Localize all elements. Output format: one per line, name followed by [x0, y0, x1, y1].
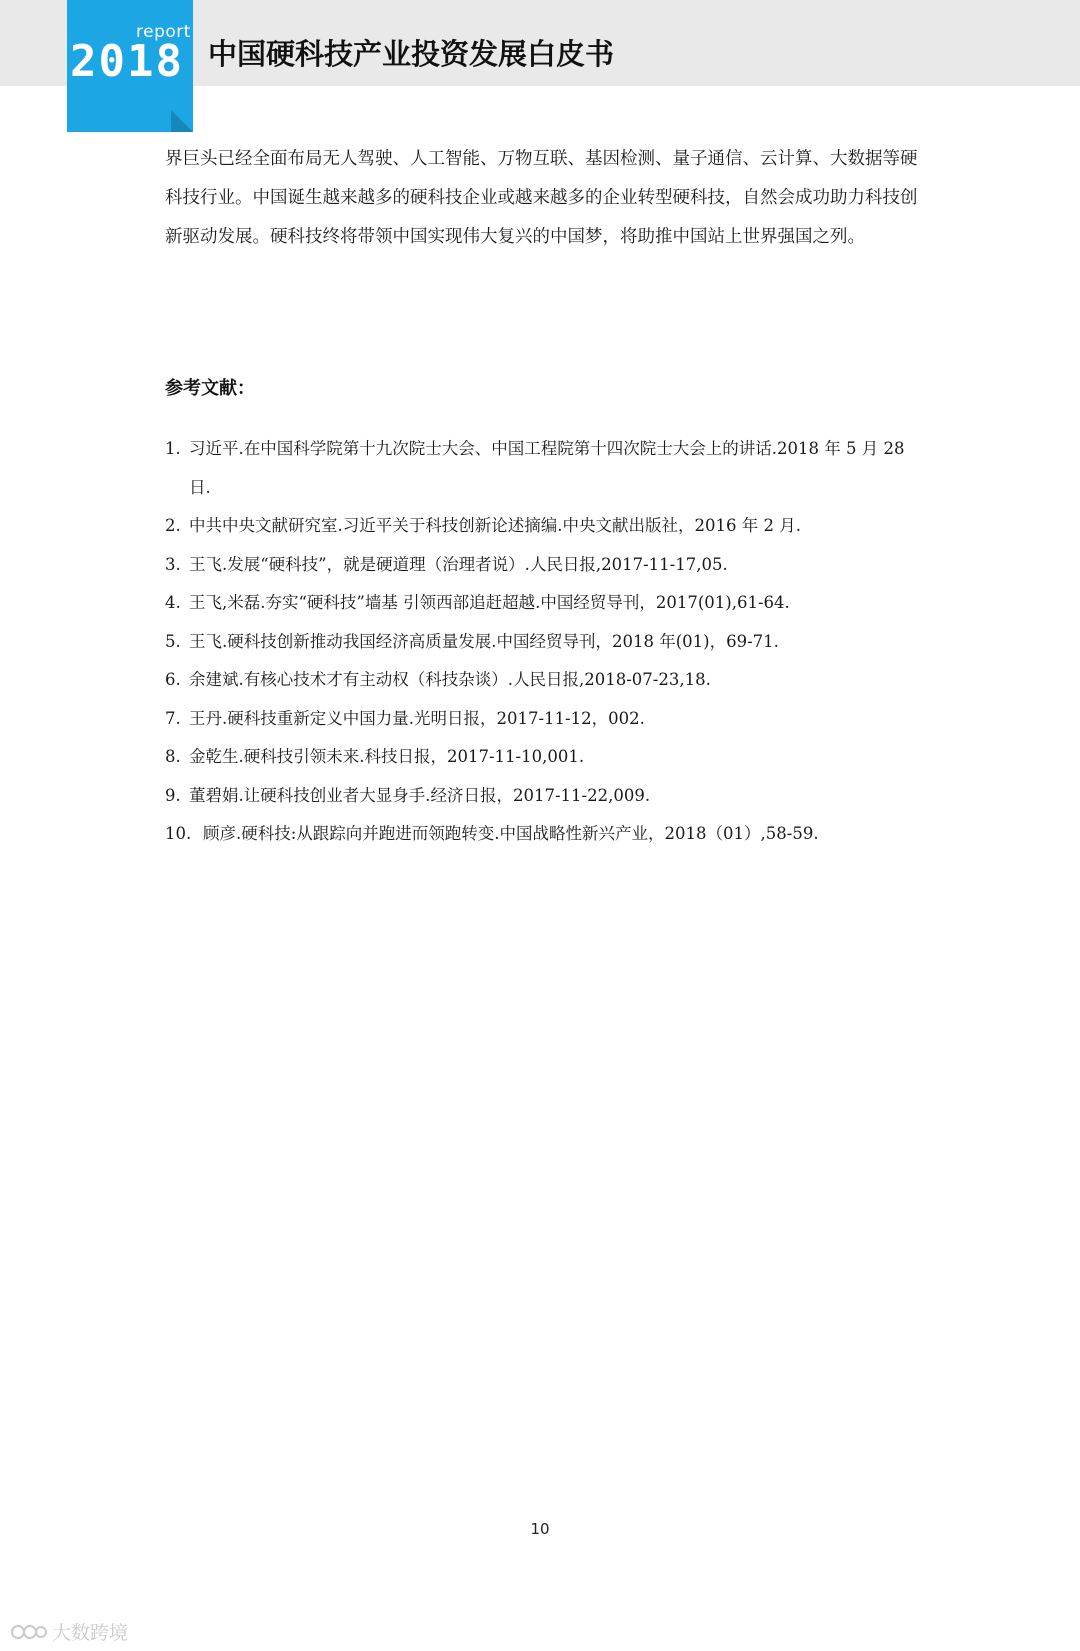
reference-text: 余建斌.有核心技术才有主动权（科技杂谈）.人民日报,2018-07-23,18.	[189, 670, 711, 689]
reference-number: 4.	[165, 593, 181, 612]
reference-item	[165, 738, 925, 777]
reference-number: 3.	[165, 554, 181, 574]
watermark-text: 大数跨境	[52, 1622, 129, 1644]
reference-item	[165, 777, 925, 816]
intro-paragraph: 界巨头已经全面布局无人驾驶、人工智能、万物互联、基因检测、量子通信、云计算、大数据等硬科技行业。中国诞生越来越多的硬科技企业或越来越多的企业转型硬科技，自然会成功助力科技创新驱动发展。硬科技终将带领中国实现伟大复兴的中国梦，将助推中国站上世界强国之列。	[165, 149, 918, 247]
reference-number: 5.	[165, 631, 181, 651]
reference-number: 9.	[165, 785, 181, 805]
reference-text: 金乾生.硬科技引领未来.科技日报，2017-11-10,001.	[189, 747, 585, 766]
reference-text: 中共中央文献研究室.习近平关于科技创新论述摘编.中央文献出版社，2016 年 2 月.	[189, 516, 801, 535]
reference-item	[165, 546, 925, 585]
reference-text: 王丹.硬科技重新定义中国力量.光明日报，2017-11-12，002.	[189, 708, 645, 728]
reference-list	[165, 430, 925, 854]
reference-text: 顾彦.硬科技:从跟踪向并跑进而领跑转变.中国战略性新兴产业，2018（01）,58-59.	[203, 824, 819, 843]
reference-text: 王飞,米磊.夯实“硬科技”墙基 引领西部追赶超越.中国经贸导刊，2017(01),61-64.	[189, 593, 790, 612]
page-number: 10	[530, 1520, 550, 1538]
reference-item	[165, 507, 925, 546]
reference-number: 1.	[165, 439, 181, 458]
logo-corner-fold	[171, 110, 193, 132]
reference-text: 王飞.发展“硬科技”，就是硬道理（治理者说）.人民日报,2017-11-17,05.	[189, 554, 728, 574]
document-title: 中国硬科技产业投资发展白皮书	[208, 37, 615, 71]
intro-section	[165, 140, 925, 257]
reference-number: 8.	[165, 747, 181, 766]
reference-number: 7.	[165, 708, 181, 728]
reference-text: 王飞.硬科技创新推动我国经济高质量发展.中国经贸导刊，2018 年(01)，69-71.	[189, 631, 779, 651]
reference-item	[165, 661, 925, 700]
logo-report-label: report	[136, 22, 191, 42]
reference-number: 10.	[165, 824, 192, 843]
brand-logo-icon	[10, 1621, 48, 1643]
reference-item	[165, 430, 925, 507]
references-heading: 参考文献：	[165, 378, 255, 399]
logo-year: 2018	[70, 36, 184, 87]
reference-item	[165, 815, 925, 854]
reference-text: 习近平.在中国科学院第十九次院士大会、中国工程院第十四次院士大会上的讲话.2018 年 5 月 28 日.	[189, 439, 905, 497]
reference-number: 2.	[165, 516, 181, 535]
reference-item	[165, 623, 925, 662]
reference-item	[165, 700, 925, 739]
reference-item	[165, 584, 925, 623]
reference-text: 董碧娟.让硬科技创业者大显身手.经济日报，2017-11-22,009.	[189, 785, 651, 805]
watermark	[10, 1618, 128, 1645]
reference-number: 6.	[165, 670, 181, 689]
